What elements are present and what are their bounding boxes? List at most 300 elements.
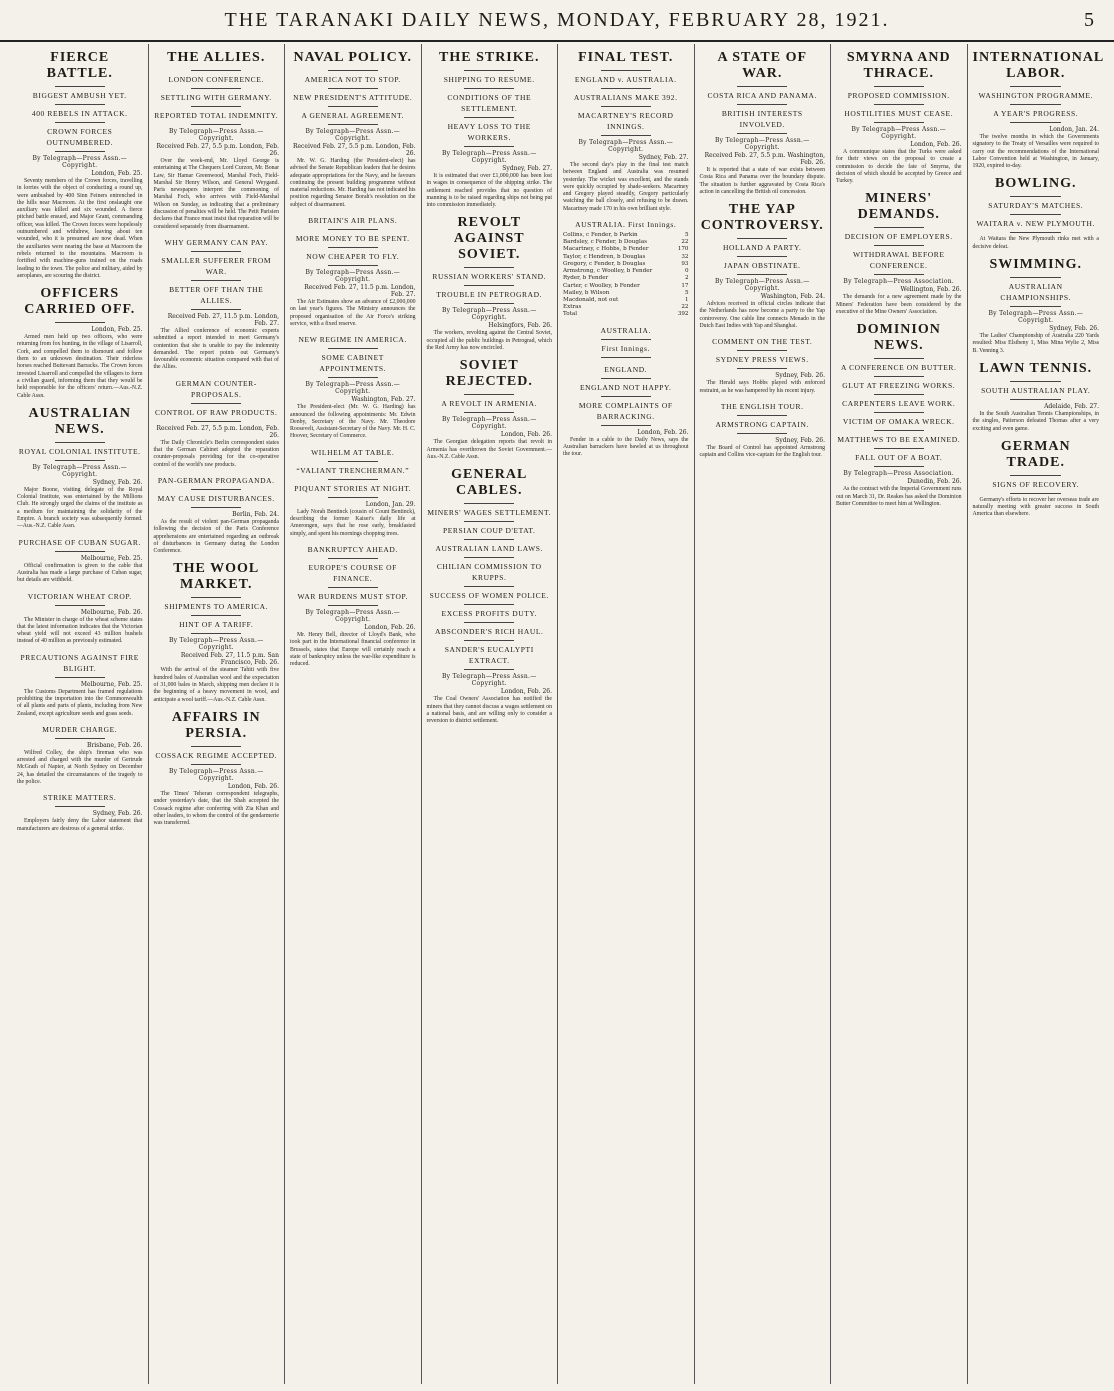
deck-rule — [737, 368, 787, 369]
story — [973, 361, 1100, 433]
scorecard-row — [563, 246, 689, 253]
column-8 — [968, 44, 1105, 1384]
deck-rule — [464, 521, 514, 522]
story-dateline: London, Feb. 26. — [364, 623, 416, 631]
story-dateline: London, Feb. 26. — [910, 141, 962, 148]
headline-rule — [55, 322, 105, 323]
scorecard-row — [563, 297, 689, 304]
story — [563, 325, 689, 358]
batsman-name: Armstrong, c Woolley, b Fender — [563, 268, 653, 275]
story-deck: REPORTED TOTAL INDEMNITY. — [154, 111, 279, 120]
story-body: The demands for a new agreement made by the Miners' Federation have been considered by the executive of the Mine Owners' Association. — [836, 294, 962, 316]
story-deck: TROUBLE IN PETROGRAD. — [436, 290, 543, 300]
deck-rule — [328, 124, 378, 125]
story-deck: AUSTRALIAN CHAMPIONSHIPS. — [1000, 282, 1072, 303]
story-dateline: Dunedin, Feb. 26. — [907, 478, 962, 486]
headline-rule — [874, 86, 924, 87]
story-headline: SOVIET REJECTED. — [445, 358, 533, 390]
story-dateline: London, Feb. 26. — [227, 782, 279, 790]
story-body: Over the week-end, Mr. Lloyd George is entertaining at The Chequers Lord Curzon, Mr. Bonar Law, Sir Hamar Greenwood, Marshal Foch, Field-Marshal Sir Henry Wilson, and General Weygand. Paris newspapers interpret the commoning of Marshal Foch, who arrives with Field-Marshal Wilson on Sunday, as indicating that a preliminary discussion of penalties will be held. The Petit Parisien declares that France must insist that reparation will be considered separately from disarmament. — [153, 158, 279, 230]
column-1 — [12, 44, 149, 1384]
story-dateline: Received Feb. 27, 5.5 p.m. London, Feb. 26. — [156, 424, 279, 439]
headline-rule — [191, 70, 241, 71]
story-deck: ENGLAND v. AUSTRALIA. — [574, 75, 677, 84]
story-dateline: London, Feb. 25. — [91, 170, 143, 177]
story-body: The twelve months in which the Governments signatory to the Treaty of Versailles were required to carry out the recommendations of the International Labor Convention held at Washington, in January, 1920, expired to-day. — [972, 134, 1099, 170]
headline-rule — [874, 358, 924, 359]
story-headline: DOMINION NEWS. — [856, 322, 941, 354]
story — [836, 322, 962, 508]
batsman-name: Gregory, c Fender, b Douglas — [563, 260, 646, 267]
story-deck: DECISION OF EMPLOYERS. — [844, 232, 953, 242]
story — [17, 652, 143, 718]
story-deck: WASHINGTON PROGRAMME. — [978, 91, 1094, 100]
story-deck: NEW PRESIDENT'S ATTITUDE. — [293, 93, 413, 102]
scorecard-row — [563, 311, 689, 318]
scorecard-row — [563, 239, 689, 246]
story — [973, 176, 1100, 251]
story-deck: MORE COMPLAINTS OF BARRACKING. — [578, 400, 673, 421]
story-deck: ENGLAND NOT HAPPY. — [579, 382, 672, 392]
story — [154, 237, 280, 372]
story-body: The Times' Teheran correspondent telegraphs, under yesterday's date, that the Shah accepted the Cossack regime after conferring with Zia Khan and other leaders, to whom the control of the gendarmerie was transferred. — [153, 790, 279, 827]
deck-rule — [464, 88, 514, 89]
story-byline: By Telegraph—Press Assn.—Copyright. — [714, 278, 810, 293]
batsman-runs: 5 — [684, 232, 689, 239]
story-deck: VICTORIAN WHEAT CROP. — [27, 591, 132, 601]
story-deck: PIQUANT STORIES AT NIGHT. — [294, 483, 412, 493]
deck-rule — [191, 421, 241, 422]
story-deck: SHIPMENTS TO AMERICA. — [164, 602, 269, 612]
story-deck: MAY CAUSE DISTURBANCES. — [157, 493, 275, 503]
story — [290, 544, 416, 668]
headline-rule — [55, 86, 105, 87]
story — [17, 724, 143, 786]
story-body: The Minister in charge of the wheat scheme states that the latest information indicates that the Victorian wheat yield will not exceed 43 million bushels instead of 40 million as previously estimated. — [17, 616, 143, 645]
headline-rule — [1010, 86, 1061, 87]
story — [972, 50, 1104, 170]
story-body: It is reported that a state of war exists between Costa Rica and Panama over the boundary dispute. The situation is further aggravated by Costa Rica's action in cancelling the British oil concession. — [699, 167, 825, 195]
deck-rule — [874, 412, 924, 413]
story — [290, 50, 416, 209]
story — [700, 50, 826, 196]
batsman-name: Macartney, c Hobbs, b Fender — [563, 246, 649, 253]
story-deck: EUROPE'S COURSE OF FINANCE. — [308, 562, 397, 583]
masthead — [0, 0, 1114, 42]
deck-rule — [737, 415, 787, 416]
story-dateline: Sydney, Feb. 26. — [775, 372, 825, 380]
deck-rule — [1010, 122, 1061, 123]
story-body: The Herald says Hobbs played with enforced restraint, as he was hampered by his recent injury. — [699, 380, 825, 394]
story-byline: By Telegraph—Press Assn.—Copyright. — [441, 673, 537, 688]
deck-rule — [874, 394, 924, 395]
story-byline: By Telegraph—Press Assn.—Copyright. — [988, 310, 1084, 325]
deck-rule — [191, 106, 241, 107]
deck-rule — [601, 339, 651, 340]
story-deck: A REVOLT IN ARMENIA. — [441, 399, 538, 409]
deck-rule — [328, 605, 378, 606]
story-deck: HOLLAND A PARTY. — [722, 243, 802, 253]
story-deck: SETTLING WITH GERMANY. — [160, 93, 272, 102]
story-body: Advices received in official circles indicate that the Netherlands has now become a party to the Yap controversy. One cable line connects Menado in the Dutch East Indies with Yap and Shanghai. — [699, 301, 825, 330]
deck-rule — [464, 604, 514, 605]
headline-rule — [464, 70, 514, 71]
story-dateline: Received Feb. 27, 5.5 p.m. London, Feb. 26. — [156, 143, 279, 157]
newspaper-title: THE TARANAKI DAILY NEWS, MONDAY, FEBRUARY 28, 1921. — [224, 8, 890, 31]
deck-rule — [464, 640, 514, 641]
story-body: Lady Norah Bentinck (cousin of Count Bentinck), describing the former Kaiser's daily life at Amerongen, says that he rose early, breakfasted simply, and spent his mornings chopping trees. — [290, 508, 416, 537]
deck-rule — [328, 497, 378, 498]
deck-rule — [55, 677, 105, 678]
story — [700, 336, 826, 395]
deck-rule — [1010, 493, 1061, 494]
headline-rule — [737, 86, 787, 87]
story-byline: By Telegraph—Press Assn.—Copyright. — [305, 608, 401, 623]
deck-rule — [55, 551, 105, 552]
story-body: Fender in a cable to the Daily News, says the Australian barrackers have bawled at us throughout the tour. — [563, 436, 689, 458]
story — [563, 364, 689, 459]
story-deck: PERSIAN COUP D'ETAT. — [442, 526, 536, 536]
story-deck: BIGGEST AMBUSH YET. — [32, 91, 127, 100]
story-deck: CROWN FORCES OUTNUMBERED. — [46, 127, 114, 147]
story-body: Armed men held up two officers, who were returning from fox hunting, in the village of Lisarroll, Cork, and compelled them to dismount and follow them to an unknown destination. Their riderless horses reached Buttevant Barracks. The Crown forces invested Lisarroll and compelled the villagers to form a civilian guard, informing them that they would be held responsible for the officers' return.—Aus.-N.Z. Cable Assn. — [17, 334, 143, 399]
story-headline: LAWN TENNIS. — [979, 360, 1093, 376]
batsman-name: Total — [563, 311, 578, 318]
story-dateline: Melbourne, Feb. 25. — [80, 680, 143, 688]
batsman-runs: 392 — [677, 311, 689, 318]
story-deck: BETTER OFF THAN THE ALLIES. — [169, 284, 264, 305]
batsman-name: Mailey, b Wilson — [563, 289, 610, 296]
story — [17, 537, 143, 585]
deck-rule — [874, 376, 924, 377]
scorecard-row — [563, 232, 689, 239]
story-body: The Coal Owners' Association has notified the miners that they cannot discuss a wages settlement on a national basis, and are willing only to consider a reversion to district settlement. — [426, 696, 552, 725]
batsman-name: Taylor, c Hendren, b Douglas — [563, 253, 646, 260]
story-body: The Allied conference of economic experts submitted a report intended to meet Germany's contention that she is unable to pay the indemnity demanded. The report points out Germany's favourable economic situation compared with that of the Allies. — [153, 327, 279, 371]
story-deck: THE ENGLISH TOUR. — [720, 401, 804, 411]
batsman-runs: 17 — [681, 282, 689, 289]
deck-rule — [55, 738, 105, 739]
story-deck: WHY GERMANY CAN PAY. — [164, 237, 268, 247]
story-headline: FIERCE BATTLE. — [46, 50, 113, 81]
deck-rule — [737, 104, 787, 105]
deck-rule — [737, 274, 787, 275]
story-byline: By Telegraph—Press Assn.—Copyright. — [305, 128, 401, 142]
deck-rule — [601, 378, 651, 379]
deck-rule — [55, 151, 105, 152]
story-body: The second day's play in the final test match between England and Australia was resumed yesterday. The wicket was excellent, and the stands were quickly occupied by shade-seekers. Macartney and Gregory played steadily, Gregory particularly watching the ball closely, and refusing to be drawn. Macartney made 170 in his own brilliant style. — [563, 162, 689, 212]
story — [427, 358, 553, 461]
story-dateline: Adelaide, Feb. 27. — [1044, 402, 1099, 410]
story-deck: SYDNEY PRESS VIEWS. — [715, 355, 809, 365]
story-body: The President-elect (Mr. W. G. Harding) has announced the following appointments: Mr. Edwin Denby, Secretary of the Navy. Mr. Theodore Roosevelt, Assistant-Secretary of the Navy. Mr. H. C. Hoover, Secretary of Commerce. — [290, 404, 416, 440]
deck-rule — [191, 489, 241, 490]
story-headline: A STATE OF WAR. — [717, 50, 808, 81]
deck-rule — [55, 605, 105, 606]
deck-rule — [191, 280, 241, 281]
story — [17, 591, 143, 646]
story-deck: CONTROL OF RAW PRODUCTS. — [154, 407, 278, 417]
story-deck: 400 REBELS IN ATTACK. — [31, 109, 128, 118]
story-deck: AUSTRALIA. — [600, 325, 651, 335]
story-body: As the result of violent pan-German propaganda following the decision of the Paris Conference apprehensions are entertained regarding an outbreak of disturbances in Germany during the London Conference. — [153, 518, 279, 555]
story — [154, 378, 280, 469]
headline-rule — [601, 70, 651, 71]
story-headline: SWIMMING. — [989, 257, 1083, 273]
story-deck: BANKRUPTCY AHEAD. — [307, 544, 398, 554]
deck-rule — [191, 615, 241, 616]
story-headline: GENERAL CABLES. — [451, 467, 528, 499]
story-byline: By Telegraph—Press Assn.—Copyright. — [168, 128, 264, 142]
deck-rule — [328, 348, 378, 349]
story-headline: GERMAN TRADE. — [1000, 438, 1071, 470]
story-deck: COMMENT ON THE TEST. — [712, 337, 813, 347]
story-deck: BRITISH INTERESTS INVOLVED. — [721, 109, 803, 129]
story-dateline: London, Feb. 26. — [500, 688, 552, 696]
headline-rule — [1010, 277, 1061, 278]
story-headline: THE ALLIES. — [167, 50, 266, 65]
deck-rule — [191, 309, 241, 310]
story — [973, 439, 1100, 519]
story-byline: By Telegraph—Press Association. — [843, 470, 955, 478]
story — [17, 406, 143, 531]
story-byline: By Telegraph—Press Assn.—Copyright. — [441, 150, 537, 164]
story-byline: By Telegraph—Press Assn.—Copyright. — [305, 381, 401, 396]
deck-rule — [1010, 214, 1061, 215]
story-deck: HINT OF A TARIFF. — [179, 620, 254, 630]
story-headline: NAVAL POLICY. — [293, 50, 413, 65]
story-deck: RUSSIAN WORKERS' STAND. — [432, 272, 547, 282]
story-deck: MATTHEWS TO BE EXAMINED. — [837, 435, 961, 445]
deck-rule — [874, 448, 924, 449]
story — [17, 792, 143, 833]
deck-rule — [328, 265, 378, 266]
deck-rule — [464, 669, 514, 670]
story-headline: SMYRNA AND THRACE. — [846, 50, 951, 81]
deck-rule — [55, 122, 105, 123]
story-dateline: Received Feb. 27, 11.5 p.m. San Francisco, Feb. 26. — [180, 652, 279, 667]
story-dateline: Brisbane, Feb. 26. — [86, 741, 143, 749]
story — [427, 50, 553, 209]
story-deck: CONDITIONS OF THE SETTLEMENT. — [447, 93, 532, 113]
batsman-runs: 5 — [684, 289, 689, 296]
story-deck: NEW REGIME IN AMERICA. — [298, 335, 407, 345]
deck-rule — [464, 539, 514, 540]
deck-rule — [464, 146, 514, 147]
headline-rule — [1010, 196, 1061, 197]
story-deck: HEAVY LOSS TO THE WORKERS. — [447, 122, 531, 142]
story-body: Employers fairly deny the Labor statement that manufacturers are desirous of a general strike. — [17, 818, 143, 832]
story-dateline: Washington, Feb. 27. — [351, 396, 416, 404]
story-body: Wilfred Colley, the ship's fireman who was arrested and charged with the murder of Gertrude McGrath of Napier, at North Sydney on December 24, has detailed the circumstances of the tragedy to the police. — [17, 749, 143, 786]
story — [290, 447, 416, 538]
deck-rule — [55, 460, 105, 461]
story-deck: PURCHASE OF CUBAN SUGAR. — [18, 537, 141, 547]
story-deck: VICTIM OF OMAKA WRECK. — [842, 417, 955, 427]
batsman-name: Bardsley, c Fender, b Douglas — [563, 239, 647, 246]
story-headline: THE WOOL MARKET. — [173, 561, 260, 593]
deck-rule — [191, 633, 241, 634]
story-deck: CHILIAN COMMISSION TO KRUPPS. — [436, 562, 542, 583]
headline-rule — [1010, 381, 1061, 382]
scorecard-row — [563, 261, 689, 268]
deck-rule — [191, 124, 241, 125]
scorecard-title: AUSTRALIA. First Innings. — [575, 220, 677, 230]
batsman-runs: 22 — [681, 304, 689, 311]
deck-rule — [874, 122, 924, 123]
deck-rule — [328, 461, 378, 462]
deck-rule — [1010, 232, 1061, 233]
batsman-runs: 170 — [677, 246, 689, 253]
deck-rule — [601, 357, 651, 358]
story — [154, 710, 280, 827]
story-body: The workers, revolting against the Central Soviet, occupied all the public buildings in Petrograd, which the Red Army has now encircled. — [426, 330, 552, 352]
batsman-name: Ryder, b Fender — [563, 275, 609, 282]
batsman-runs: 0 — [684, 268, 689, 275]
story — [700, 202, 826, 330]
story-headline: FINAL TEST. — [578, 50, 674, 65]
story — [836, 191, 962, 316]
story-dateline: Sydney, Feb. 26. — [1049, 325, 1099, 333]
deck-rule — [874, 430, 924, 431]
scorecard-row — [563, 275, 689, 282]
headline-rule — [191, 597, 241, 598]
story-deck: WILHELM AT TABLE. — [311, 447, 395, 457]
column-4 — [422, 44, 559, 1384]
story-deck: SMALLER SUFFERER FROM WAR. — [161, 255, 272, 276]
deck-rule — [1010, 104, 1061, 105]
story-deck: MINERS' WAGES SETTLEMENT. — [427, 508, 552, 518]
story-byline: By Telegraph—Press Assn.—Copyright. — [441, 307, 537, 322]
column-2 — [149, 44, 286, 1384]
deck-rule — [191, 403, 241, 404]
story-body: The Air Estimates show an advance of £2,000,000 on last year's figures. The Ministry announces the proposed organisation of the Air Force's striking service, with a fixed reserve. — [290, 299, 416, 327]
story — [427, 215, 553, 352]
story-headline: AFFAIRS IN PERSIA. — [171, 709, 261, 741]
story-dateline: London, Jan. 24. — [1049, 126, 1099, 133]
deck-rule — [601, 106, 651, 107]
story-headline: OFFICERS CARRIED OFF. — [24, 286, 136, 318]
deck-rule — [191, 251, 241, 252]
story — [563, 50, 689, 213]
story-dateline: Received Feb. 27, 11.5 p.m. London, Feb. 27. — [304, 284, 416, 299]
story-deck: SHIPPING TO RESUME. — [443, 75, 535, 84]
batsman-runs: 32 — [681, 253, 689, 260]
scorecard-row — [563, 254, 689, 261]
story-body: At Waitara the New Plymouth rinks met with a decisive defeat. — [972, 236, 1099, 250]
batsman-runs: 93 — [681, 260, 689, 267]
story-headline: MINERS' DEMANDS. — [857, 191, 940, 223]
story-body: Germany's efforts to recover her overseas trade are naturally meeting with greater success in South America than elsewhere. — [972, 496, 1099, 518]
story-deck: STRIKE MATTERS. — [43, 793, 117, 803]
story-deck: EXCESS PROFITS DUTY. — [441, 609, 537, 619]
story-deck: COSSACK REGIME ACCEPTED. — [155, 750, 278, 760]
story-dateline: Received Feb. 27, 5.5 p.m. London, Feb. 26. — [292, 143, 416, 157]
story — [290, 334, 416, 440]
story-body: The Board of Control has appointed Armstrong captain and Collins vice-captain for the English tour. — [699, 444, 825, 459]
story-deck: PROPOSED COMMISSION. — [847, 91, 950, 100]
column-6 — [695, 44, 832, 1384]
deck-rule — [874, 466, 924, 467]
story-headline: INTERNATIONAL LABOR. — [972, 50, 1104, 81]
deck-rule — [464, 285, 514, 286]
story-dateline: London, Feb. 26. — [500, 431, 552, 439]
story-deck: ARMSTRONG CAPTAIN. — [715, 419, 810, 429]
story-byline: By Telegraph—Press Assn.—Copyright. — [32, 155, 128, 169]
column-7 — [831, 44, 968, 1384]
deck-rule — [874, 245, 924, 246]
deck-rule — [464, 586, 514, 587]
deck-rule — [328, 106, 378, 107]
story-deck: ENGLAND. — [604, 364, 648, 374]
story — [154, 561, 280, 703]
story-deck: CARPENTERS LEAVE WORK. — [842, 399, 956, 409]
story-body: The Georgian delegation reports that revolt in Armenia has overthrown the Soviet Government.—Aus.-N.Z. Cable Assn. — [426, 439, 552, 460]
story-dateline: Helsingfors, Feb. 26. — [488, 322, 552, 330]
deck-rule — [874, 104, 924, 105]
deck-rule — [55, 806, 105, 807]
scorecard-row — [563, 290, 689, 297]
column-5 — [558, 44, 695, 1384]
story-deck: LONDON CONFERENCE. — [168, 75, 264, 84]
deck-rule — [328, 558, 378, 559]
story-body: Seventy members of the Crown forces, travelling in lorries with the object of conducting a round up, were ambushed by 400 Sinn Feiners entrenched in the hills near Macroom. At the first onslaught one auxiliary was killed and six wounded. A fierce pitched battle ensued, and Major Grant, commanding officer, was killed. The Crown forces were hopelessly outnumbered and withdrew, leaving about ten wounded, who it is presumed are now dead. When the auxiliaries were nearing the base at Macroom the rebels returned to the mountains. Macroom is fortified with machine-guns trained on the roads leading to the town. The police and military, aided by aeroplanes, are scouring the district. — [17, 178, 143, 279]
story-headline: THE STRIKE. — [439, 50, 540, 65]
story-deck: COSTA RICA AND PANAMA. — [707, 91, 817, 100]
deck-rule — [601, 135, 651, 136]
scorecard — [563, 219, 689, 318]
batsman-name: Extras — [563, 304, 582, 311]
story-body: In the South Australian Tennis Championships, in the singles, Patterson defeated Thomas after a very exciting and even game. — [972, 410, 1099, 432]
batsman-name: Macdonald, not out — [563, 296, 619, 303]
story-dateline: London, Jan. 29. — [365, 500, 416, 508]
story-body: The Customs Department has framed regulations prohibiting the importation into the Commonwealth of all plants and parts of plants, including from New Zealand, except agriculture seeds and grass seeds. — [17, 688, 143, 717]
deck-rule — [191, 88, 241, 89]
story-deck: “VALIANT TRENCHERMAN.” — [296, 465, 410, 475]
story-body: The Ladies' Championship of Australia 220 Yards resulted: Miss Elsibeny 1, Miss Mina Wylie 2, Miss B. Venning 3. — [972, 333, 1099, 354]
deck-rule — [464, 557, 514, 558]
story-deck: HOSTILITIES MUST CEASE. — [844, 109, 954, 118]
story-deck: WITHDRAWAL BEFORE CONFERENCE. — [852, 250, 945, 271]
headline-rule — [874, 227, 924, 228]
story — [836, 50, 962, 185]
story-deck: ABSCONDER'S RICH HAUL. — [434, 627, 544, 637]
story — [427, 467, 553, 725]
story — [154, 50, 280, 231]
story-deck: A GENERAL AGREEMENT. — [301, 111, 405, 120]
deck-rule — [55, 104, 105, 105]
story-byline: By Telegraph—Press Assn.—Copyright. — [578, 139, 674, 153]
story-dateline: Melbourne, Feb. 26. — [80, 608, 143, 616]
deck-rule — [1010, 399, 1061, 400]
story-body: The Daily Chronicle's Berlin correspondent states that the German Cabinet adopted the reparation counter-proposals providing for the co-operative control of the world's raw products. — [153, 439, 279, 468]
headline-rule — [464, 394, 514, 395]
story-body: With the arrival of the steamer Tahiti with five hundred bales of Australian wool and the expectation of 31,000 bales in March, shipping men declare it is the beginning of a heavy movement in wool, and anticipate a wool tariff.—Aus.-N.Z. Cable Assn. — [153, 667, 279, 703]
story-deck: PAN-GERMAN PROPAGANDA. — [157, 475, 275, 485]
deck-rule — [1010, 306, 1061, 307]
deck-rule — [737, 256, 787, 257]
story-deck: AUSTRALIANS MAKE 392. — [573, 93, 678, 102]
headline-rule — [191, 746, 241, 747]
batsman-name: Collins, c Fender, b Parkin — [563, 232, 638, 239]
batsman-runs: 1 — [684, 296, 689, 303]
deck-rule — [328, 377, 378, 378]
scorecard-row — [563, 304, 689, 311]
story-dateline: Sydney, Feb. 27. — [638, 154, 689, 161]
story-headline: REVOLT AGAINST SOVIET. — [453, 215, 525, 263]
column-3 — [285, 44, 422, 1384]
page-number: 5 — [1084, 9, 1096, 31]
